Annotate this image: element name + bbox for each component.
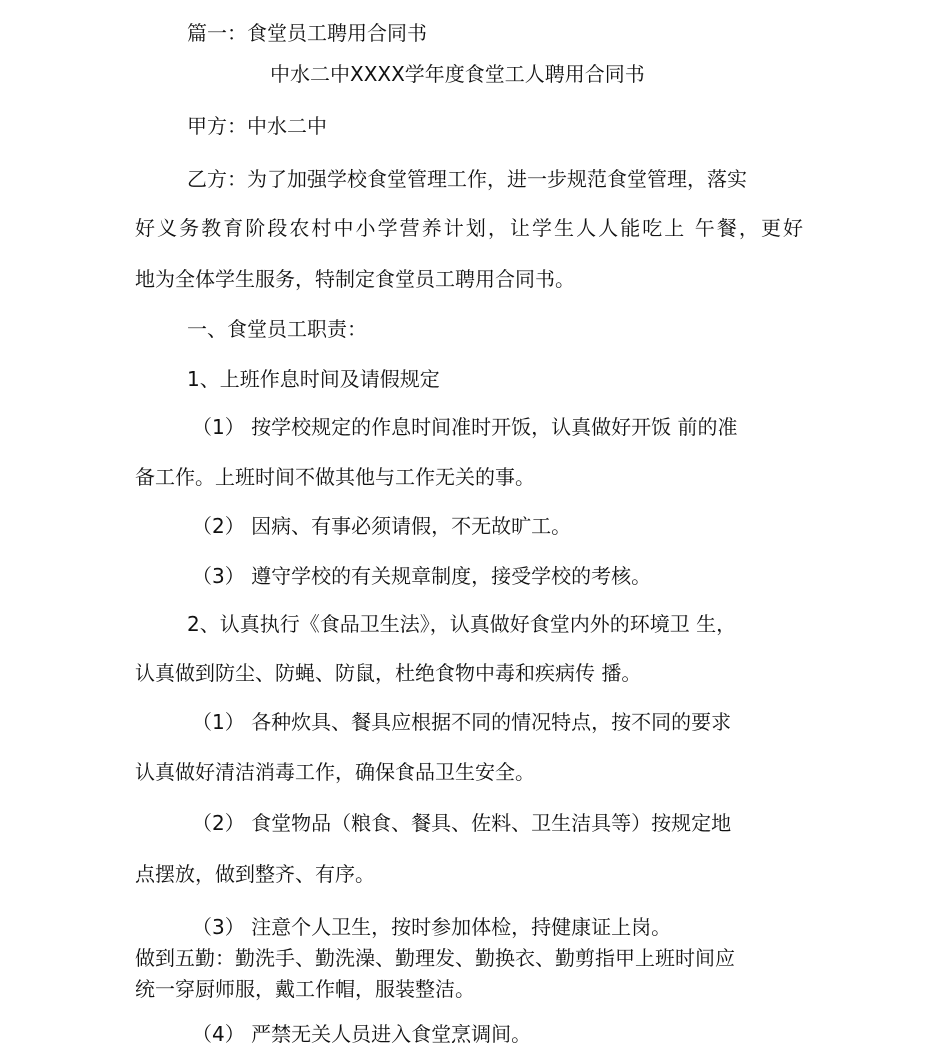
rule-2-item-4: （4） 严禁无关人员进入食堂烹调间。 <box>192 1022 532 1046</box>
contract-title: 中水二中XXXX学年度食堂工人聘用合同书 <box>270 62 645 86</box>
rule-1-item-2: （2） 因病、有事必须请假，不无故旷工。 <box>192 514 572 538</box>
party-b-line-3: 地为全体学生服务，特制定食堂员工聘用合同书。 <box>135 267 575 291</box>
rule-2-item-1-line-2: 认真做好清洁消毒工作，确保食品卫生安全。 <box>135 760 535 784</box>
document-heading: 篇一：食堂员工聘用合同书 <box>187 21 427 45</box>
party-b-line-1: 乙方：为了加强学校食堂管理工作，进一步规范食堂管理，落实 <box>187 167 747 191</box>
rule-2-item-2-line-1: （2） 食堂物品（粮食、餐具、佐料、卫生洁具等）按规定地 <box>192 811 732 835</box>
rule-2-item-2-line-2: 点摆放，做到整齐、有序。 <box>135 862 375 886</box>
rule-2-line-1: 2、认真执行《食品卫生法》，认真做好食堂内外的环境卫 生， <box>187 612 737 636</box>
rule-1-item-1-line-1: （1） 按学校规定的作息时间准时开饭，认真做好开饭 前的准 <box>192 415 738 439</box>
party-a: 甲方：中水二中 <box>187 114 327 138</box>
rule-2-item-3-line-3: 统一穿厨师服，戴工作帽，服装整洁。 <box>135 977 475 1001</box>
rule-2-item-3-line-1: （3） 注意个人卫生，按时参加体检，持健康证上岗。 <box>192 915 672 939</box>
rule-2-line-2: 认真做到防尘、防蝇、防鼠，杜绝食物中毒和疾病传 播。 <box>135 661 642 685</box>
rule-1-item-1-line-2: 备工作。上班时间不做其他与工作无关的事。 <box>135 465 535 489</box>
rule-2-item-1-line-1: （1） 各种炊具、餐具应根据不同的情况特点，按不同的要求 <box>192 710 732 734</box>
party-b-line-2: 好义务教育阶段农村中小学营养计划，让学生人人能吃上 午餐，更好 <box>135 216 803 240</box>
section-one-heading: 一、食堂员工职责： <box>187 317 367 341</box>
rule-1-heading: 1、上班作息时间及请假规定 <box>187 367 440 391</box>
rule-2-item-3-line-2: 做到五勤：勤洗手、勤洗澡、勤理发、勤换衣、勤剪指甲上班时间应 <box>135 946 735 970</box>
rule-1-item-3: （3） 遵守学校的有关规章制度，接受学校的考核。 <box>192 564 652 588</box>
